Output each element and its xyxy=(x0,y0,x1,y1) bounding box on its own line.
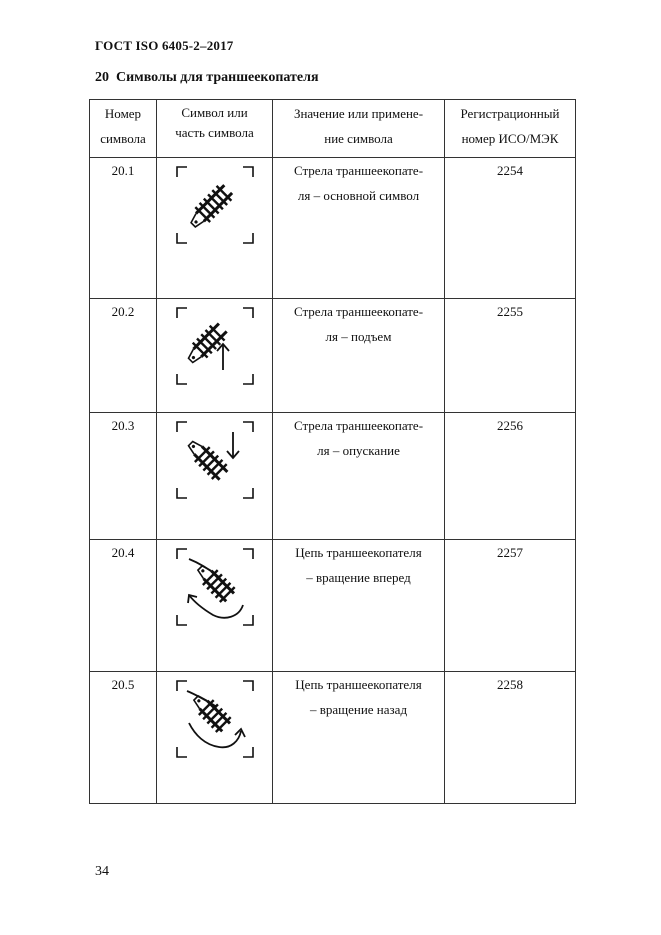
meaning-cell: Стрела траншеекопате- ля – опускание xyxy=(273,413,445,540)
section-title-text: Символы для траншеекопателя xyxy=(116,70,319,85)
meaning-cell: Цепь траншеекопателя – вращение вперед xyxy=(273,540,445,672)
section-title xyxy=(95,70,319,86)
symbol-cell xyxy=(157,299,273,413)
symbol-number-cell: 20.3 xyxy=(90,413,157,540)
table-row xyxy=(90,299,576,413)
symbol-number-cell: 20.2 xyxy=(90,299,157,413)
trencher-boom-icon xyxy=(173,163,257,247)
table-row xyxy=(90,413,576,540)
header-symbol-number: Номер символа xyxy=(90,100,157,158)
symbol-number-cell: 20.5 xyxy=(90,672,157,804)
registration-number-cell: 2254 xyxy=(445,158,576,299)
table-row xyxy=(90,672,576,804)
trencher-boom-raise-icon xyxy=(173,304,257,388)
symbol-cell xyxy=(157,158,273,299)
registration-number-cell: 2258 xyxy=(445,672,576,804)
meaning-cell: Стрела траншеекопате- ля – подъем xyxy=(273,299,445,413)
symbol-number-cell: 20.4 xyxy=(90,540,157,672)
registration-number-cell: 2257 xyxy=(445,540,576,672)
symbol-cell xyxy=(157,413,273,540)
symbols-table xyxy=(89,99,576,804)
document-code: ГОСТ ISO 6405-2–2017 xyxy=(95,38,234,53)
trencher-chain-forward-icon xyxy=(173,545,257,629)
symbol-cell xyxy=(157,540,273,672)
page-number: 34 xyxy=(95,864,109,879)
registration-number-cell: 2255 xyxy=(445,299,576,413)
header-registration-number: Регистрационный номер ИСО/МЭК xyxy=(445,100,576,158)
registration-number-cell: 2256 xyxy=(445,413,576,540)
table-row xyxy=(90,540,576,672)
meaning-cell: Цепь траншеекопателя – вращение назад xyxy=(273,672,445,804)
symbol-number-cell: 20.1 xyxy=(90,158,157,299)
header-symbol: Символ или часть символа xyxy=(157,100,273,158)
symbol-cell xyxy=(157,672,273,804)
table-header-row xyxy=(90,100,576,158)
table-row xyxy=(90,158,576,299)
trencher-chain-reverse-icon xyxy=(173,677,257,761)
header-meaning: Значение или примене- ние символа xyxy=(273,100,445,158)
section-number: 20 xyxy=(95,70,109,85)
trencher-boom-lower-icon xyxy=(173,418,257,502)
meaning-cell: Стрела траншеекопате- ля – основной символ xyxy=(273,158,445,299)
